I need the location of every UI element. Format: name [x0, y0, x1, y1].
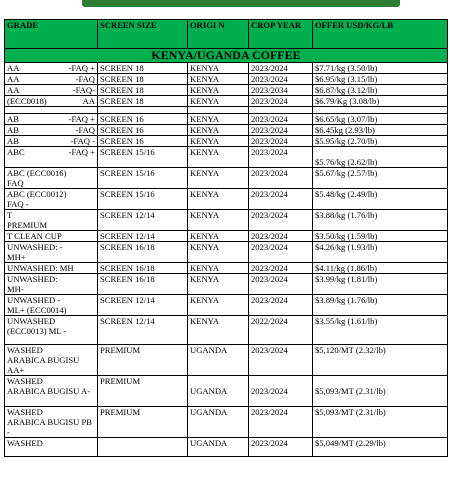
origin-cell: KENYA	[188, 96, 249, 107]
offer-cell: $3.50/kg (1.59/lb)	[313, 231, 448, 242]
grade-quality: FAQ	[7, 178, 24, 188]
grade-cell	[5, 85, 98, 96]
table-row	[5, 168, 448, 189]
grade-quality: ARABICA BUGISU AA+	[7, 355, 80, 375]
year-cell: 2023/2034	[249, 85, 313, 96]
table-row	[5, 231, 448, 242]
grade-cell	[5, 125, 98, 136]
offer-cell: $5,049/MT (2.29/lb)	[313, 438, 448, 457]
grade-cell	[5, 189, 98, 210]
grade-name: UNWASHED:	[7, 274, 58, 284]
grade-name: AB	[7, 125, 19, 135]
grade-quality: PREMIUM	[7, 220, 48, 230]
table-row	[5, 136, 448, 147]
grade-cell	[5, 210, 98, 231]
offer-cell: $5.48/kg (2.49/lb)	[313, 189, 448, 210]
table-row	[5, 316, 448, 345]
grade-cell	[5, 96, 98, 107]
grade-cell	[5, 407, 98, 438]
table-row	[5, 189, 448, 210]
grade-cell	[5, 345, 98, 376]
offer-cell: $5.76/kg (2.62/lb)	[313, 147, 448, 168]
header-grade: GRADE	[5, 20, 98, 49]
grade-quality: -FAQ -	[70, 136, 95, 146]
grade-quality: AA	[82, 96, 95, 106]
grade-cell	[5, 63, 98, 74]
offer-cell: $5,093/MT (2.31/lb)	[313, 376, 448, 407]
screen-cell: SCREEN 16	[98, 114, 188, 125]
grade-name: AB	[7, 136, 19, 146]
origin-cell: KENYA	[188, 242, 249, 263]
table-row	[5, 295, 448, 316]
grade-quality: MH+	[7, 252, 26, 262]
origin-cell: KENYA	[188, 147, 249, 168]
header-screen-size: SCREEN SIZE	[98, 20, 188, 49]
grade-name: AA	[7, 63, 20, 73]
offer-cell: $5,093/MT (2.31/lb)	[313, 407, 448, 438]
screen-cell: SCREEN 16/18	[98, 242, 188, 263]
table-row	[5, 438, 448, 457]
year-cell: 2023/2024	[249, 438, 313, 457]
coffee-offer-table	[4, 19, 448, 457]
offer-cell: $6.95/kg (3.15/lb)	[313, 74, 448, 85]
year-cell: 2023/2024	[249, 274, 313, 295]
table-row	[5, 114, 448, 125]
grade-cell	[5, 147, 98, 168]
grade-name: WASHED	[7, 407, 43, 417]
grade-quality: -FAQ-	[72, 85, 95, 95]
grade-name: T CLEAN CUP	[7, 231, 62, 241]
year-cell: 2023/2024	[249, 263, 313, 274]
year-cell: 2022/2024	[249, 316, 313, 345]
offer-cell: $6.87/kg (3.12/lb)	[313, 85, 448, 96]
grade-quality: FAQ -	[7, 199, 29, 209]
grade-name: UNWASHED: MH	[7, 263, 74, 273]
grade-quality: ARABICA BUGISU PB -	[7, 417, 93, 437]
table-row	[5, 263, 448, 274]
screen-cell: PREMIUM	[98, 376, 188, 407]
screen-cell: PREMIUM	[98, 407, 188, 438]
grade-cell	[5, 242, 98, 263]
offer-cell: $3.99/kg (1.81/lb)	[313, 274, 448, 295]
origin-cell: UGANDA	[188, 407, 249, 438]
grade-name: AB	[7, 114, 19, 124]
screen-cell: SCREEN 18	[98, 85, 188, 96]
year-cell: 2023/2024	[249, 74, 313, 85]
table-row	[5, 345, 448, 376]
table-row	[5, 147, 448, 168]
origin-cell: KENYA	[188, 63, 249, 74]
year-cell: 2023/2024	[249, 96, 313, 107]
section-row	[5, 49, 448, 63]
grade-cell	[5, 438, 98, 457]
screen-cell	[98, 438, 188, 457]
origin-cell: KENYA	[188, 168, 249, 189]
header-row	[5, 20, 448, 49]
year-cell: 2023/2024	[249, 147, 313, 168]
header-origin: ORIGI N	[188, 20, 249, 49]
origin-cell: KENYA	[188, 263, 249, 274]
table-row	[5, 74, 448, 85]
origin-cell: UGANDA	[188, 376, 249, 407]
grade-name: (ECC0018)	[7, 96, 47, 106]
grade-cell	[5, 231, 98, 242]
screen-cell: SCREEN 16	[98, 136, 188, 147]
origin-cell: KENYA	[188, 295, 249, 316]
origin-cell: KENYA	[188, 274, 249, 295]
screen-cell: SCREEN 12/14	[98, 231, 188, 242]
top-accent-bar	[82, 0, 400, 7]
screen-cell: SCREEN 18	[98, 63, 188, 74]
offer-cell: $3.89/kg (1.76/lb)	[313, 295, 448, 316]
screen-cell: SCREEN 16/18	[98, 274, 188, 295]
screen-cell: SCREEN 15/16	[98, 168, 188, 189]
table-row	[5, 407, 448, 438]
grade-quality: -FAQ +	[68, 114, 95, 124]
grade-quality: -FAQ +	[68, 63, 95, 73]
grade-name: ABC	[7, 147, 25, 157]
year-cell: 2023/2024	[249, 189, 313, 210]
grade-name: WASHED	[7, 345, 43, 355]
grade-cell	[5, 114, 98, 125]
offer-cell: $4.11/kg (1.86/lb)	[313, 263, 448, 274]
year-cell: 2023/2024	[249, 242, 313, 263]
grade-quality: ML+ (ECC0014)	[7, 305, 67, 315]
grade-quality: MH-	[7, 284, 24, 294]
offer-cell: $3.55/kg (1.61/lb)	[313, 316, 448, 345]
grade-cell	[5, 274, 98, 295]
table-row	[5, 125, 448, 136]
screen-cell: SCREEN 15/16	[98, 147, 188, 168]
grade-name: WASHED	[7, 438, 43, 448]
grade-name: ABC (ECC0016)	[7, 168, 67, 178]
offer-cell: $6.65/kg (3.07/lb)	[313, 114, 448, 125]
offer-cell: $5.95/kg (2.70/lb)	[313, 136, 448, 147]
grade-cell	[5, 295, 98, 316]
grade-name: UNWASHED: -	[7, 242, 63, 252]
grade-quality: ARABICA BUGISU A-	[7, 386, 91, 396]
grade-cell	[5, 316, 98, 345]
year-cell: 2023/2024	[249, 168, 313, 189]
table-row	[5, 242, 448, 263]
table-row	[5, 376, 448, 407]
table-row	[5, 96, 448, 107]
year-cell: 2023/2024	[249, 231, 313, 242]
section-title: KENYA/UGANDA COFFEE	[5, 49, 448, 63]
origin-cell: UGANDA	[188, 438, 249, 457]
origin-cell: KENYA	[188, 74, 249, 85]
screen-cell: SCREEN 12/14	[98, 210, 188, 231]
grade-cell	[5, 168, 98, 189]
year-cell: 2023/2024	[249, 125, 313, 136]
offer-cell: $7.71/kg (3.50/lb)	[313, 63, 448, 74]
screen-cell: SCREEN 12/14	[98, 295, 188, 316]
table-row	[5, 63, 448, 74]
offer-cell: $6.45kg (2.93/lb)	[313, 125, 448, 136]
screen-cell: SCREEN 16/18	[98, 263, 188, 274]
grade-name: AA	[7, 74, 20, 84]
grade-name: AA	[7, 85, 20, 95]
origin-cell: KENYA	[188, 316, 249, 345]
year-cell: 2023/2024	[249, 136, 313, 147]
year-cell: 2023/2024	[249, 295, 313, 316]
screen-cell: PREMIUM	[98, 345, 188, 376]
grade-cell	[5, 376, 98, 407]
grade-cell	[5, 263, 98, 274]
grade-cell	[5, 74, 98, 85]
offer-cell: $5,120/MT (2.32/lb)	[313, 345, 448, 376]
grade-name: WASHED	[7, 376, 43, 386]
origin-cell: UGANDA	[188, 345, 249, 376]
header-offer: OFFER USD/KG/LB	[313, 20, 448, 49]
grade-name: UNWASHED -	[7, 295, 61, 305]
origin-cell: KENYA	[188, 136, 249, 147]
grade-quality: -FAQ	[75, 125, 95, 135]
year-cell: 2023/2024	[249, 114, 313, 125]
offer-cell: $5.67/kg (2.57/lb)	[313, 168, 448, 189]
year-cell: 2023/2024	[249, 210, 313, 231]
spacer-row	[5, 107, 448, 114]
year-cell: 2023/2024	[249, 345, 313, 376]
origin-cell: KENYA	[188, 210, 249, 231]
origin-cell: KENYA	[188, 189, 249, 210]
year-cell: 2023/2024	[249, 376, 313, 407]
offer-cell: $4.26/kg (1.93/lb)	[313, 242, 448, 263]
grade-name: T	[7, 210, 13, 220]
screen-cell: SCREEN 18	[98, 96, 188, 107]
screen-cell: SCREEN 18	[98, 74, 188, 85]
offer-cell: $3.88/kg (1.76/lb)	[313, 210, 448, 231]
screen-cell: SCREEN 12/14	[98, 316, 188, 345]
screen-cell: SCREEN 15/16	[98, 189, 188, 210]
grade-name: UNWASHED	[7, 316, 56, 326]
grade-name: ABC (ECC0012)	[7, 189, 67, 199]
offer-cell: $6.79/Kg (3.08/lb)	[313, 96, 448, 107]
table-row	[5, 210, 448, 231]
header-crop-year: CROP YEAR	[249, 20, 313, 49]
grade-quality: (ECC0013) ML -	[7, 326, 67, 336]
grade-cell	[5, 136, 98, 147]
origin-cell: KENYA	[188, 114, 249, 125]
year-cell: 2023/2024	[249, 407, 313, 438]
screen-cell: SCREEN 16	[98, 125, 188, 136]
table-row	[5, 85, 448, 96]
origin-cell: KENYA	[188, 125, 249, 136]
origin-cell: KENYA	[188, 231, 249, 242]
grade-quality: -FAQ +	[68, 147, 95, 157]
year-cell: 2023/2024	[249, 63, 313, 74]
origin-cell: KENYA	[188, 85, 249, 96]
grade-quality: -FAQ	[75, 74, 95, 84]
table-row	[5, 274, 448, 295]
